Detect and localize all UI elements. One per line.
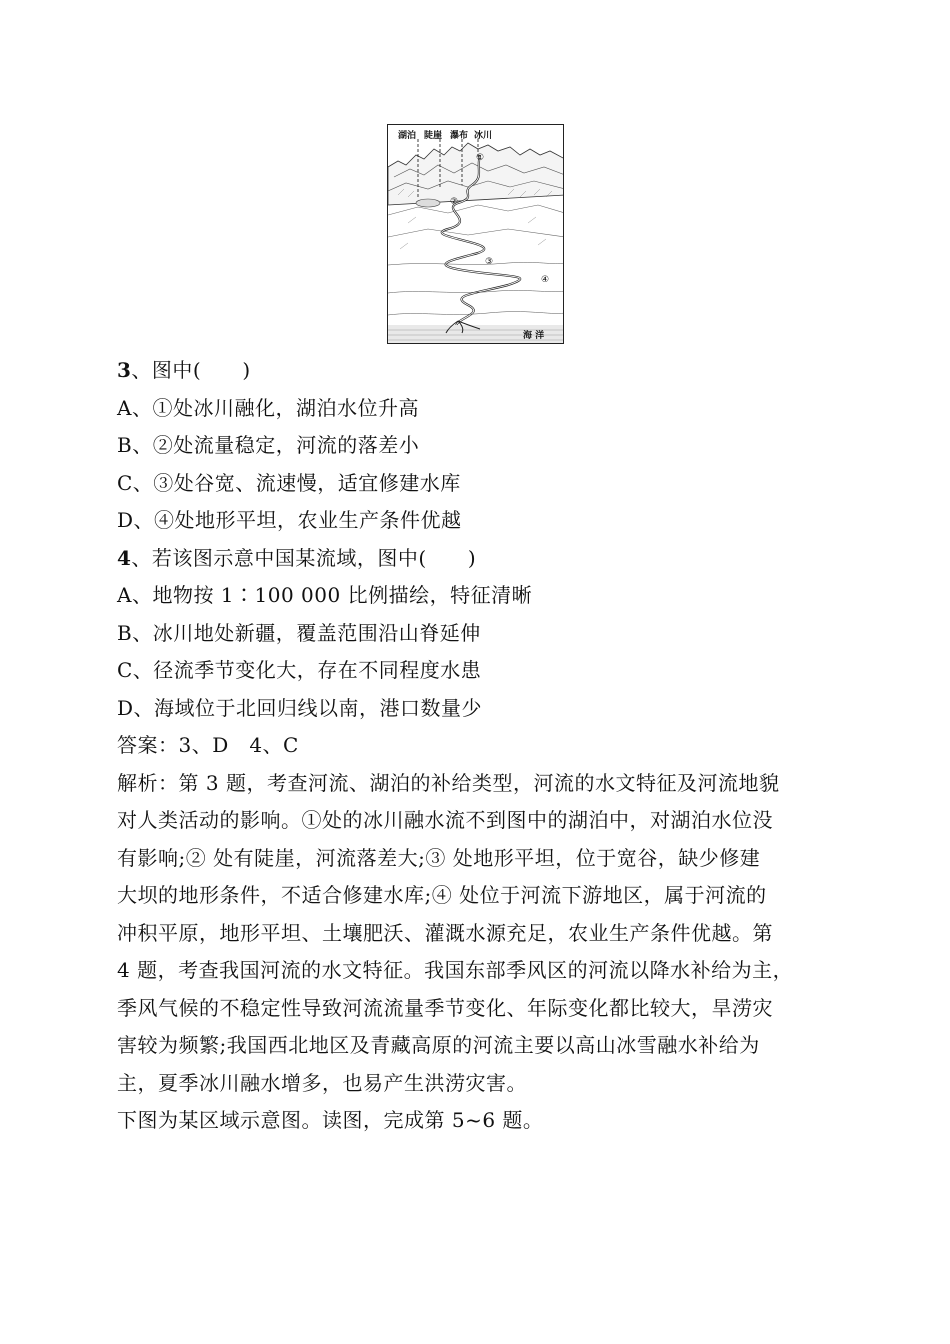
- analysis-line: 害较为频繁;我国西北地区及青藏高原的河流主要以高山冰雪融水补给为: [117, 1033, 760, 1057]
- analysis-line: 主，夏季冰川融水增多，也易产生洪涝灾害。: [117, 1070, 527, 1095]
- q4-stem: [117, 540, 837, 578]
- analysis-paragraph: [117, 765, 837, 1103]
- q3-stem-text: 、图中( ): [131, 358, 251, 382]
- q3-option-c: C、③处谷宽、流速慢，适宜修建水库: [117, 470, 461, 495]
- q4-option-d: D、海域位于北回归线以南，港口数量少: [117, 695, 483, 720]
- figure-label-glacier: 冰川: [474, 131, 493, 141]
- figure-ocean-label: 海 洋: [523, 331, 545, 341]
- analysis-line: 季风气候的不稳定性导致河流流量季节变化、年际变化都比较大，旱涝灾: [117, 995, 773, 1020]
- q4-option-a: A、地物按 1∶100 000 比例描绘，特征清晰: [117, 583, 533, 607]
- question-content: [117, 352, 837, 1140]
- q3-option-b: B、②处流量稳定，河流的落差小: [117, 433, 420, 457]
- figure-marker-4: ④: [541, 275, 550, 285]
- q4-stem-text: 、若该图示意中国某流域，图中( ): [131, 545, 477, 570]
- analysis-line: 4 题，考查我国河流的水文特征。我国东部季风区的河流以降水补给为主，: [117, 958, 794, 982]
- analysis-line: 解析：第 3 题，考查河流、湖泊的补给类型，河流的水文特征及河流地貌: [117, 770, 780, 795]
- river-landform-figure: [387, 124, 564, 344]
- analysis-line: 冲积平原，地形平坦、土壤肥沃、灌溉水源充足，农业生产条件优越。第: [117, 920, 773, 945]
- analysis-line: 有影响;② 处有陡崖，河流落差大;③ 处地形平坦，位于宽谷，缺少修建: [117, 845, 761, 870]
- answer-line: 答案：3、D 4、C: [117, 733, 299, 757]
- q3-option-a: A、①处冰川融化，湖泊水位升高: [117, 395, 419, 420]
- figure-label-waterfall: 瀑布: [450, 131, 469, 141]
- q3-stem: [117, 352, 837, 390]
- q3-option-d: D、④处地形平坦，农业生产条件优越: [117, 508, 462, 532]
- figure-label-lake: 湖泊: [398, 131, 417, 141]
- q4-number: 4: [117, 545, 132, 570]
- figure-marker-1: ①: [476, 153, 485, 163]
- q3-number: 3: [117, 358, 132, 382]
- q4-option-b: B、冰川地处新疆，覆盖范围沿山脊延伸: [117, 620, 481, 645]
- figure-marker-2: ②: [450, 197, 459, 207]
- next-question-intro: 下图为某区域示意图。读图，完成第 5~6 题。: [117, 1108, 544, 1132]
- figure-label-cliff: 陡崖: [424, 131, 443, 141]
- figure-marker-3: ③: [485, 257, 494, 267]
- analysis-line: 对人类活动的影响。①处的冰川融水流不到图中的湖泊中，对湖泊水位没: [117, 808, 773, 832]
- analysis-line: 大坝的地形条件，不适合修建水库;④ 处位于河流下游地区，属于河流的: [117, 883, 767, 907]
- q4-option-c: C、径流季节变化大，存在不同程度水患: [117, 658, 482, 682]
